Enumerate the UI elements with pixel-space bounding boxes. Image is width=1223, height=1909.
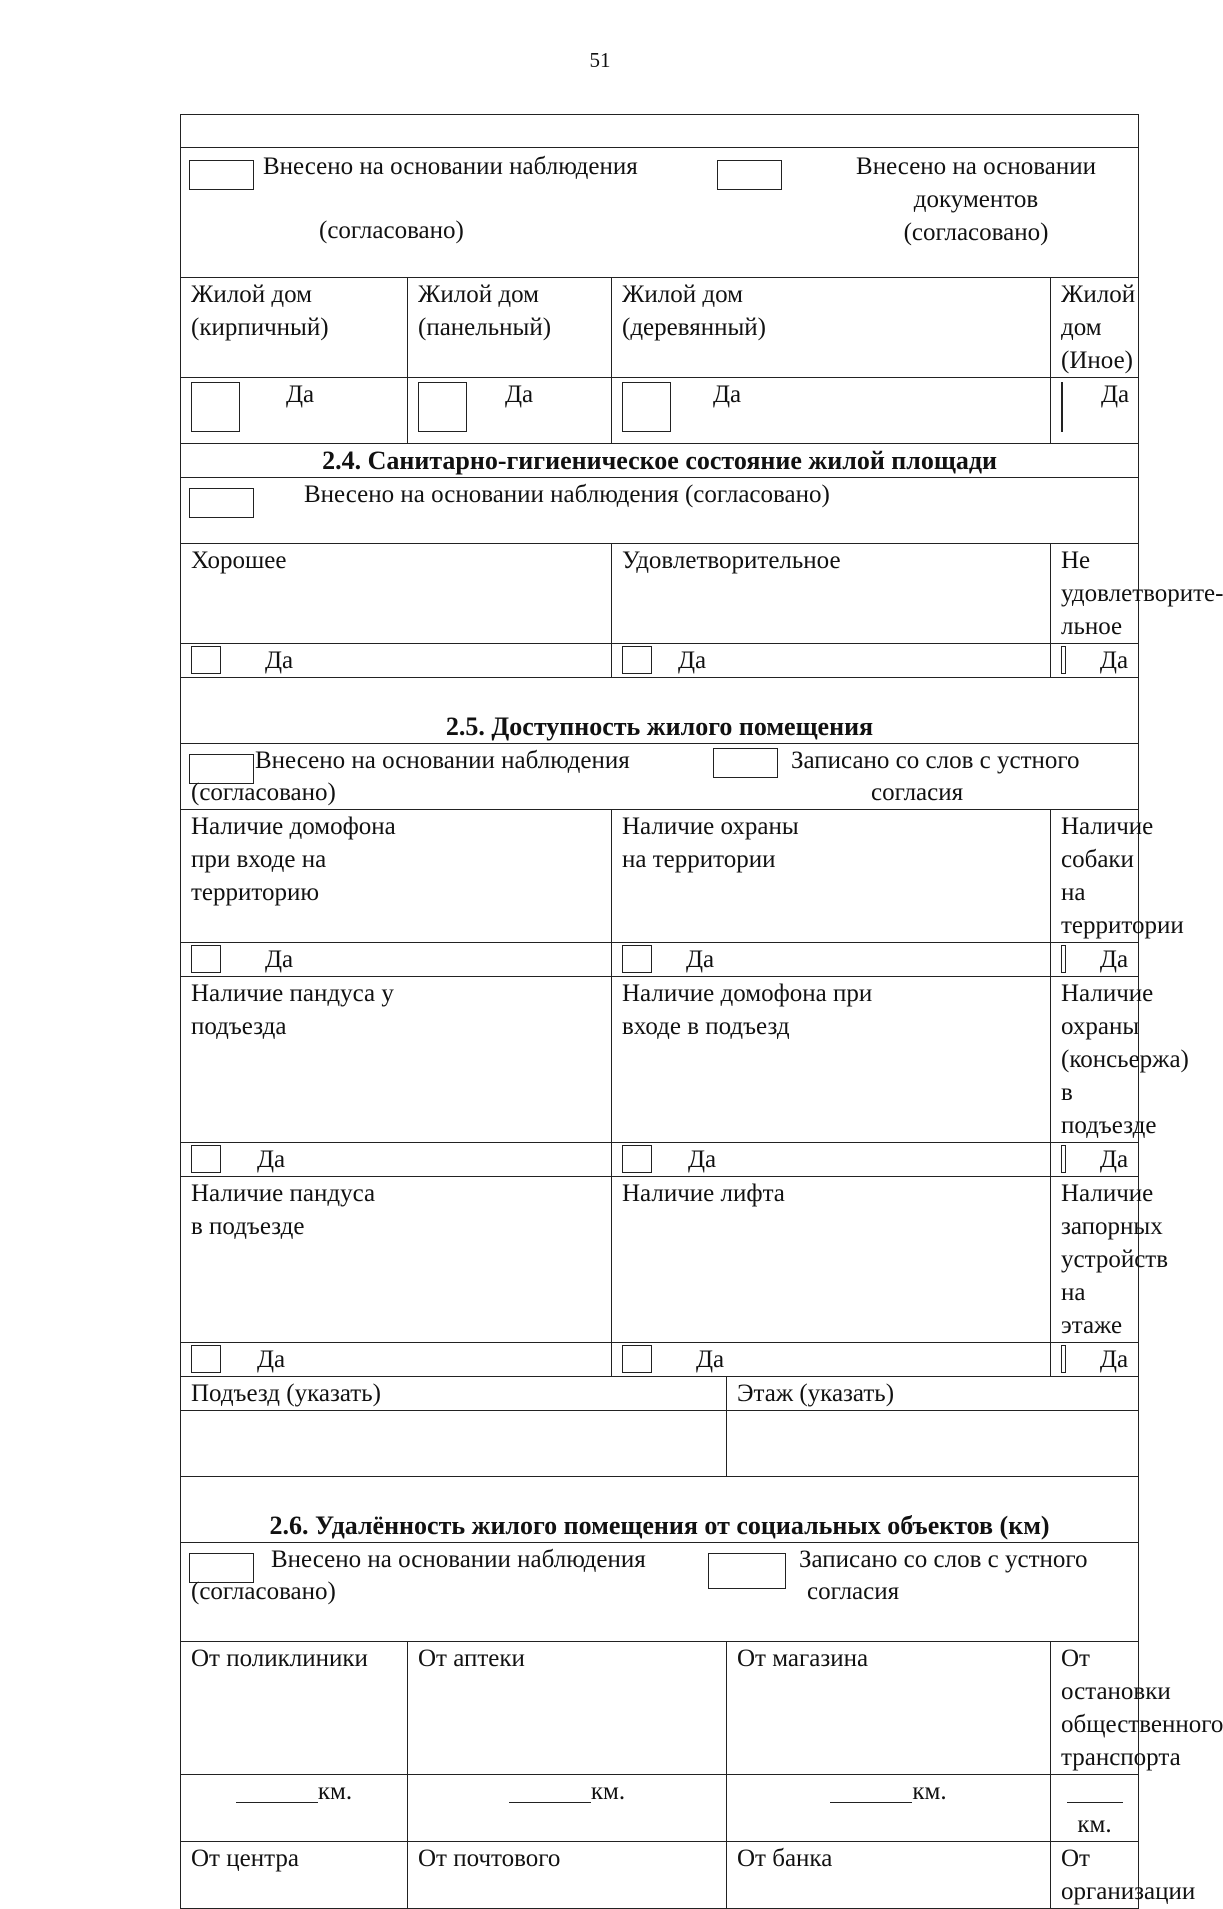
documents-agreed: (согласовано) (903, 219, 1049, 246)
section-2-6-source (181, 1543, 1139, 1642)
house-wooden-checkbox[interactable] (622, 382, 671, 432)
concierge-entrance-checkbox[interactable] (1061, 1145, 1066, 1173)
section-2-6-oral-consent: согласия (807, 1578, 900, 1605)
section-2-5-source (181, 744, 1139, 810)
condition-unsatisfactory-yes: Да (1051, 644, 1139, 678)
condition-satisfactory: Удовлетворительное (612, 544, 1051, 644)
observation-checkbox[interactable] (189, 160, 254, 190)
ramp-entrance: Наличие пандуса у подъезда (181, 977, 612, 1143)
page-number: 51 (589, 48, 611, 72)
condition-good: Хорошее (181, 544, 612, 644)
source-block (181, 148, 1139, 278)
distance-shop-km[interactable]: км. (727, 1775, 1051, 1842)
house-panel-yes: Да (408, 378, 612, 444)
intercom-entrance: Наличие домофона при входе в подъезд (612, 977, 1051, 1143)
section-2-6-oral-label: Записано со слов с устного (799, 1546, 1088, 1573)
condition-satisfactory-yes: Да (612, 644, 1051, 678)
distance-transport-km[interactable]: км. (1051, 1775, 1139, 1842)
dog-territory-checkbox[interactable] (1061, 945, 1066, 973)
section-2-5-oral-label: Записано со слов с устного (791, 747, 1080, 774)
documents-checkbox[interactable] (717, 160, 782, 190)
section-2-5-title: 2.5. Доступность жилого помещения (181, 678, 1139, 744)
documents-label: Внесено на основании (856, 153, 1096, 180)
condition-good-checkbox[interactable] (191, 646, 221, 674)
house-other-checkbox[interactable] (1061, 382, 1063, 432)
intercom-territory-checkbox[interactable] (191, 945, 221, 973)
house-wooden-yes: Да (612, 378, 1051, 444)
house-type-brick: Жилой дом (кирпичный) (181, 278, 408, 378)
intercom-entrance-checkbox[interactable] (622, 1145, 652, 1173)
condition-unsatisfactory-checkbox[interactable] (1061, 646, 1066, 674)
distance-pharmacy-blank[interactable] (509, 1775, 591, 1803)
guard-territory-yes: Да (612, 943, 1051, 977)
house-brick-yes: Да (181, 378, 408, 444)
documents-label-2: документов (913, 186, 1039, 213)
observation-label: Внесено на основании наблюдения (263, 153, 638, 180)
ramp-entrance-checkbox[interactable] (191, 1145, 221, 1173)
section-2-5-observation-label: Внесено на основании наблюдения (255, 747, 630, 774)
guard-territory-checkbox[interactable] (622, 945, 652, 973)
elevator: Наличие лифта (612, 1177, 1051, 1343)
distance-pharmacy: От аптеки (408, 1642, 727, 1775)
condition-satisfactory-checkbox[interactable] (622, 646, 652, 674)
distance-organization: От организации (1051, 1842, 1139, 1909)
distance-shop: От магазина (727, 1642, 1051, 1775)
section-2-4-source: Внесено на основании наблюдения (согласовано) (181, 478, 1139, 544)
entrance-input[interactable] (181, 1411, 727, 1477)
house-other-yes: Да (1051, 378, 1139, 444)
empty-row (181, 115, 1139, 148)
section-2-6-observation-label: Внесено на основании наблюдения (271, 1546, 646, 1573)
entrance-label: Подъезд (указать) (181, 1377, 727, 1411)
house-panel-checkbox[interactable] (418, 382, 467, 432)
section-2-4-title: 2.4. Санитарно-гигиеническое состояние жилой площади (181, 444, 1139, 478)
dog-territory-yes: Да (1051, 943, 1139, 977)
section-2-6-title: 2.6. Удалённость жилого помещения от социальных объектов (км) (181, 1477, 1139, 1543)
house-brick-checkbox[interactable] (191, 382, 240, 432)
survey-form-table (180, 114, 1223, 1909)
distance-post: От почтового (408, 1842, 727, 1909)
section-2-5-oral-consent: согласия (871, 779, 964, 806)
floor-label: Этаж (указать) (727, 1377, 1139, 1411)
floor-locks-checkbox[interactable] (1061, 1345, 1066, 1373)
elevator-yes: Да (612, 1343, 1051, 1377)
condition-unsatisfactory: Не удовлетворите- льное (1051, 544, 1139, 644)
intercom-territory-yes: Да (181, 943, 612, 977)
house-type-wooden: Жилой дом (деревянный) (612, 278, 1051, 378)
distance-clinic-blank[interactable] (236, 1775, 318, 1803)
concierge-entrance: Наличие охраны (консьержа) в подъезде (1051, 977, 1139, 1143)
section-2-6-observation-agreed: (согласовано) (191, 1578, 336, 1605)
dog-territory: Наличие собаки на территории (1051, 810, 1139, 943)
distance-center: От центра (181, 1842, 408, 1909)
distance-bank: От банка (727, 1842, 1051, 1909)
intercom-territory: Наличие домофона при входе на территорию (181, 810, 612, 943)
distance-clinic: От поликлиники (181, 1642, 408, 1775)
floor-locks-yes: Да (1051, 1343, 1139, 1377)
ramp-entrance-yes: Да (181, 1143, 612, 1177)
section-2-5-oral-checkbox[interactable] (713, 748, 778, 778)
distance-transport-blank[interactable] (1067, 1775, 1123, 1803)
house-type-other: Жилой дом (Иное) (1051, 278, 1139, 378)
distance-pharmacy-km[interactable]: км. (408, 1775, 727, 1842)
distance-shop-blank[interactable] (830, 1775, 912, 1803)
distance-transport-stop: От остановки общественного транспорта (1051, 1642, 1139, 1775)
distance-clinic-km[interactable]: км. (181, 1775, 408, 1842)
ramp-in-entrance-checkbox[interactable] (191, 1345, 221, 1373)
observation-agreed: (согласовано) (319, 217, 464, 244)
house-type-panel: Жилой дом (панельный) (408, 278, 612, 378)
guard-territory: Наличие охраны на территории (612, 810, 1051, 943)
section-2-4-observation-checkbox[interactable] (189, 488, 254, 518)
condition-good-yes: Да (181, 644, 612, 678)
section-2-6-oral-checkbox[interactable] (708, 1553, 786, 1589)
concierge-entrance-yes: Да (1051, 1143, 1139, 1177)
ramp-in-entrance-yes: Да (181, 1343, 612, 1377)
ramp-in-entrance: Наличие пандуса в подъезде (181, 1177, 612, 1343)
floor-locks: Наличие запорных устройств на этаже (1051, 1177, 1139, 1343)
floor-input[interactable] (727, 1411, 1139, 1477)
intercom-entrance-yes: Да (612, 1143, 1051, 1177)
elevator-checkbox[interactable] (622, 1345, 652, 1373)
section-2-5-observation-agreed: (согласовано) (191, 779, 336, 806)
